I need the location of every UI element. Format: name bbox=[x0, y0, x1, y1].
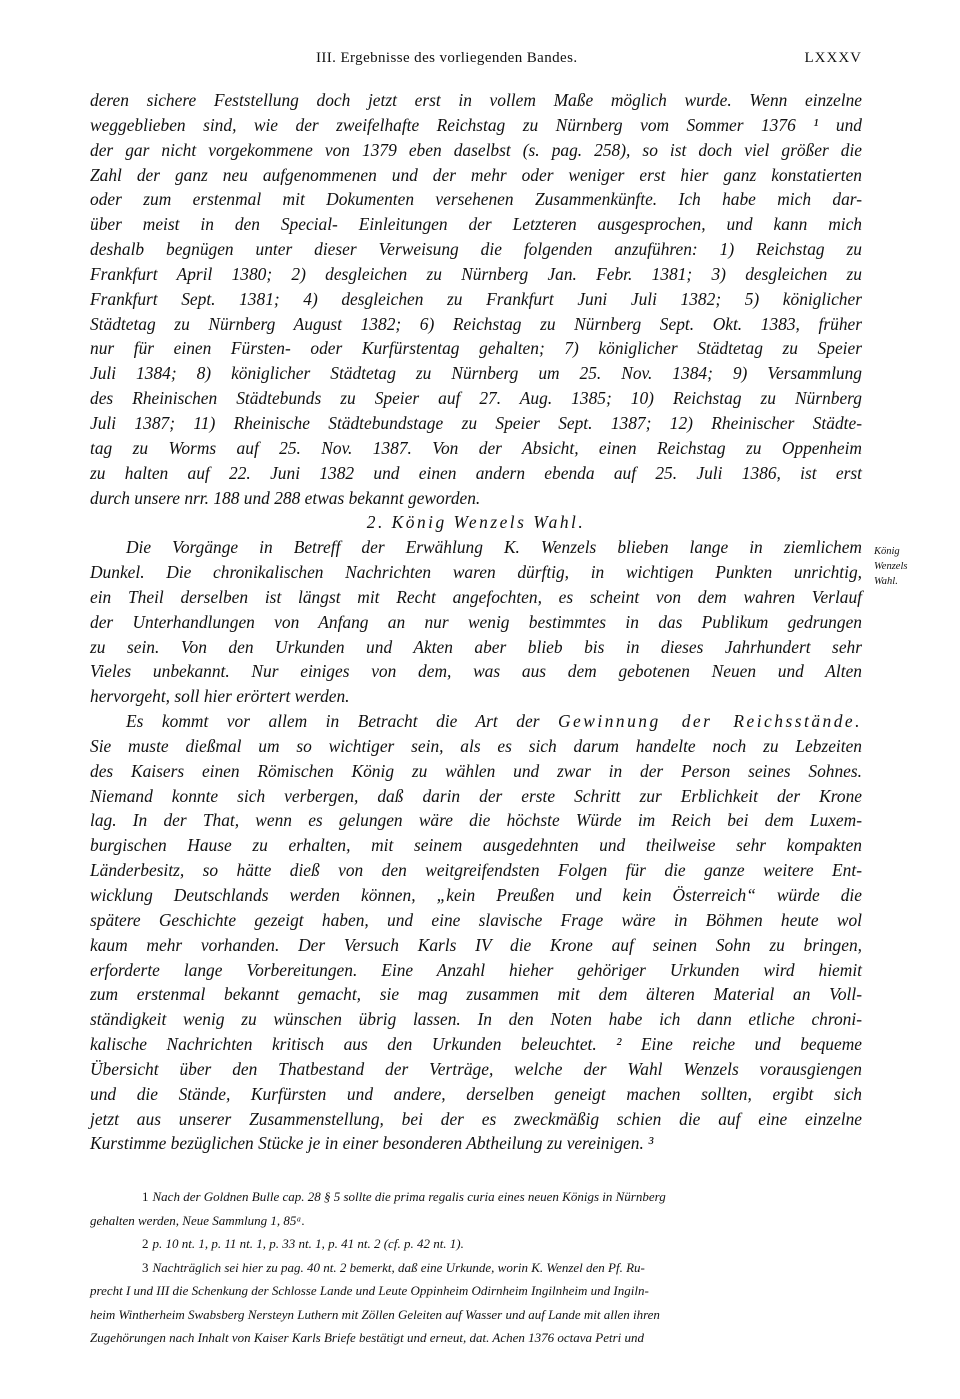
page-header bbox=[90, 50, 862, 72]
text-line: deren sichere Feststellung doch jetzt erst in vollem Maße möglich wurde. Wenn einzelne bbox=[90, 90, 862, 110]
text-line: Niemand konnte sich verbergen, daß darin der erste Schritt zur Erblichkeit der Krone bbox=[90, 785, 862, 806]
text-line: und die Stände, Kurfürsten und andere, derselben geneigt machen sollten, ergibt sich bbox=[90, 1083, 862, 1104]
text-line: lag. In der That, wenn es gelungen wäre die höchste Würde im Reich bei dem Luxem- bbox=[90, 810, 862, 831]
text-line: kaum mehr vorhanden. Der Versuch Karls IV die Krone auf seinen Sohn zu bringen, bbox=[90, 934, 862, 955]
text-line: zum erstenmal bekannt gemacht, sie mag zusammen mit dem älteren Material an Voll- bbox=[90, 984, 862, 1005]
text-line: tag zu Worms auf 25. Nov. 1387. Von der Absicht, einen Reichstag zu Oppenheim bbox=[90, 437, 862, 458]
text-line: zu sein. Von den Urkunden und Akten aber blieb bis in dieses Jahrhundert sehr bbox=[90, 636, 862, 657]
footnote-1 bbox=[90, 1185, 862, 1209]
footnote-3 bbox=[90, 1256, 862, 1280]
text-line: Städtetag zu Nürnberg August 1382; 6) Reichstag zu Nürnberg Sept. Okt. 1383, früher bbox=[90, 313, 862, 334]
margin-note-line: Wahl. bbox=[874, 576, 898, 587]
section-heading: 2. König Wenzels Wahl. bbox=[366, 512, 586, 533]
margin-note bbox=[874, 544, 936, 589]
text-line: hervorgeht, soll hier erörtert werden. bbox=[90, 686, 350, 707]
footnote-3-continued: Zugehörungen nach Inhalt von Kaiser Karls Briefe bestätigt und erneut, dat. Achen 1376 octava Petri und bbox=[90, 1330, 644, 1345]
footnote-2 bbox=[90, 1232, 862, 1256]
footnote-number: 2 bbox=[142, 1236, 149, 1251]
text-line: oder zum erstenmal mit Dokumenten versehenen Zusammenkünfte. Ich habe mich dar- bbox=[90, 189, 862, 210]
text-line: Vieles unbekannt. Nur einiges von dem, was aus dem gebotenen Neuen und Alten bbox=[90, 661, 862, 682]
text-line: Frankfurt Sept. 1381; 4) desgleichen zu Frankfurt Juni Juli 1382; 5) königlicher bbox=[90, 288, 862, 309]
text-line: weggeblieben sind, wie der zweifelhafte Reichstag zu Nürnberg vom Sommer 1376 ¹ und bbox=[90, 114, 862, 135]
text-line: Dunkel. Die chronikalischen Nachrichten waren dürftig, in wichtigen Punkten unrichtig, bbox=[90, 562, 862, 583]
footnote-text: Nach der Goldnen Bulle cap. 28 § 5 sollte die prima regalis curia eines neuen Königs in Nürnberg bbox=[152, 1189, 666, 1204]
footnote-text: Nachträglich sei hier zu pag. 40 nt. 2 bemerkt, daß eine Urkunde, worin K. Wenzel den Pf. Ru- bbox=[152, 1259, 645, 1275]
text-line: über meist in den Special- Einleitungen der Letzteren ausgesprochen, und kann mich bbox=[90, 214, 862, 235]
text-line: spätere Geschichte gezeigt haben, und eine slavische Frage wäre in Böhmen heute wol bbox=[90, 909, 862, 930]
footnote-number: 3 bbox=[142, 1259, 149, 1275]
text-line: ständigkeit wenig zu wünschen übrig lassen. In den Noten habe ich dann etliche chroni- bbox=[90, 1009, 862, 1030]
text-line: jetzt aus unserer Zusammenstellung, bei der es zweckmäßig schien die auf eine einzelne bbox=[90, 1108, 862, 1129]
text-line: Juli 1384; 8) königlicher Städtetag zu Nürnberg um 25. Nov. 1384; 9) Versammlung bbox=[90, 363, 862, 384]
text-line: durch unsere nrr. 188 und 288 etwas bekannt geworden. bbox=[90, 487, 481, 508]
text-line: nur für einen Fürsten- oder Kurfürstentag gehalten; 7) königlicher Städtetag zu Speier bbox=[90, 338, 862, 359]
text-line: ein Theil derselben ist längst mit Recht angefochten, es scheint von dem wahren Verlauf bbox=[90, 586, 862, 607]
text-line: Die Vorgänge in Betreff der Erwählung K. Wenzels blieben lange in ziemlichem bbox=[126, 537, 862, 558]
text-line: burgischen Hause zu erhalten, mit seinem ausgedehnten und theilweise sehr kompakten bbox=[90, 835, 862, 856]
text-line: Juli 1387; 11) Rheinische Städtebundstage zu Speier Sept. 1387; 12) Rheinischer Städte- bbox=[90, 412, 862, 433]
text-line: der gar nicht vorgekommene von 1379 eben daselbst (s. pag. 258), so ist doch viel größer die bbox=[90, 139, 862, 160]
footnote-3-continued: heim Wintherheim Swabsberg Nersteyn Luthern mit Zöllen Geleiten auf Wasser und auf Lande mit allen ihren bbox=[90, 1306, 660, 1322]
text-run: Es kommt vor allem in Betracht die Art der bbox=[126, 711, 558, 732]
text-line: Sie muste dießmal um so wichtiger sein, als es sich darum handelte noch zu Lebzeiten bbox=[90, 735, 862, 756]
spaced-emphasis: Gewinnung der Reichsstände. bbox=[557, 711, 862, 732]
paragraph-opening-line bbox=[90, 709, 862, 734]
running-title: III. Ergebnisse des vorliegenden Bandes. bbox=[316, 50, 578, 66]
text-line: Länderbesitz, so hätte dieß von den weitgreifendsten Folgen für die ganze weitere Ent- bbox=[90, 860, 862, 881]
text-line: Frankfurt April 1380; 2) desgleichen zu Nürnberg Jan. Febr. 1381; 3) desgleichen zu bbox=[90, 263, 862, 284]
footnotes bbox=[90, 1185, 862, 1350]
text-line: wicklung Deutschlands werden können, „kein Preußen und kein Österreich“ würde die bbox=[90, 885, 862, 905]
text-line: Übersicht über den Thatbestand der Verträge, welche der Wahl Wenzels vorausgiengen bbox=[90, 1058, 862, 1079]
text-line: kalische Nachrichten kritisch aus den Urkunden beleuchtet. ² Eine reiche und bequeme bbox=[90, 1034, 862, 1055]
text-line: Kurstimme bezüglichen Stücke je in einer besonderen Abtheilung zu vereinigen. ³ bbox=[90, 1133, 654, 1154]
text-line: des Kaisers einen Römischen König zu wählen und zwar in der Person seines Sohnes. bbox=[90, 760, 862, 781]
footnote-text: p. 10 nt. 1, p. 11 nt. 1, p. 33 nt. 1, p. 41 nt. 2 (cf. p. 42 nt. 1). bbox=[152, 1236, 464, 1251]
text-line: zu halten auf 22. Juni 1382 und einen andern ebenda auf 25. Juli 1386, ist erst bbox=[90, 462, 862, 483]
text-line: deshalb begnügen unter dieser Verweisung die folgenden anzuführen: 1) Reichstag zu bbox=[90, 239, 862, 260]
text-line: des Rheinischen Städtebunds zu Speier auf 27. Aug. 1385; 10) Reichstag zu Nürnberg bbox=[90, 388, 862, 409]
margin-note-line: König bbox=[874, 546, 900, 557]
margin-note-line: Wenzels bbox=[874, 561, 908, 572]
footnote-1-continued: gehalten werden, Neue Sammlung 1, 85ᵃ. bbox=[90, 1212, 305, 1228]
page-number: LXXXV bbox=[804, 50, 862, 66]
text-line: Zahl der ganz neu aufgenommenen und der mehr oder weniger erst hier ganz konstatierten bbox=[90, 164, 862, 185]
footnote-3-continued: precht I und III die Schenkung der Schlosse Lande und Leute Oppinheim Odirnheim Ingilnheim und Ingiln- bbox=[90, 1283, 649, 1298]
main-text bbox=[90, 88, 862, 1156]
text-line: der Unterhandlungen von Anfang an nur wenig bestimmtes in das Publikum gedrungen bbox=[90, 611, 862, 632]
text-line: erforderte lange Vorbereitungen. Eine Anzahl hieher gehöriger Urkunden wird hiemit bbox=[90, 959, 862, 980]
footnote-number: 1 bbox=[142, 1189, 149, 1204]
